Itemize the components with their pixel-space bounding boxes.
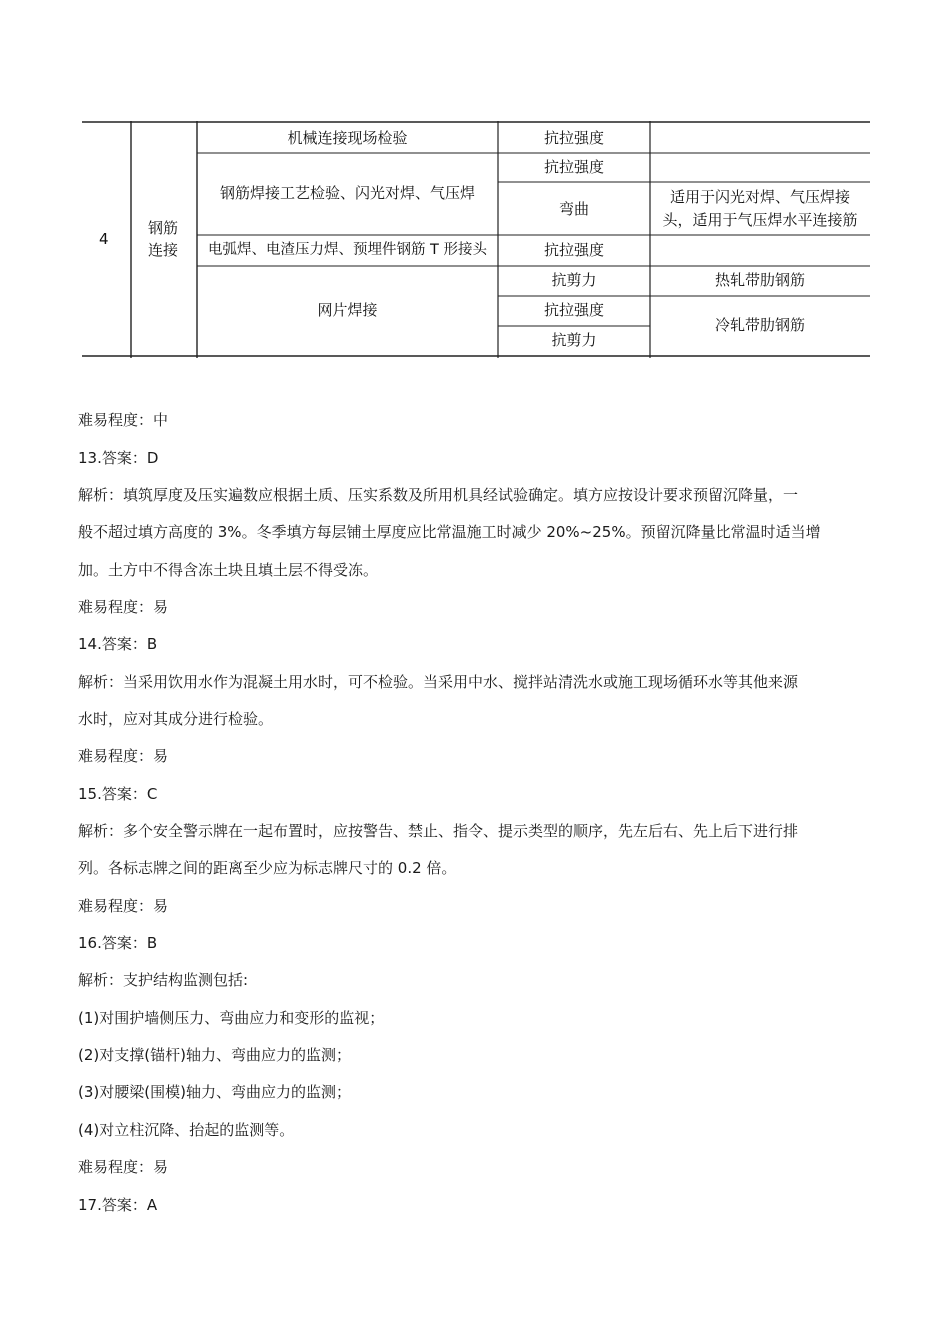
difficulty-13: 难易程度：易 (78, 598, 169, 616)
analysis-16-item-4: (4)对立柱沉降、抬起的监测等。 (78, 1121, 295, 1139)
difficulty-15: 难易程度：易 (78, 897, 169, 915)
analysis-13-line-1: 解析：填筑厚度及压实遍数应根据土质、压实系数及所用机具经试验确定。填方应按设计要求预留沉降量，一 (78, 486, 799, 504)
analysis-16-intro: 解析：支护结构监测包括: (78, 971, 249, 989)
item-arc-weld: 电弧焊、电渣压力焊、预埋件钢筋 T 形接头 (207, 242, 488, 258)
answer-15: 15.答案：C (78, 785, 158, 803)
test-7: 抗剪力 (551, 331, 597, 349)
test-3: 弯曲 (558, 200, 589, 218)
test-1: 抗拉强度 (543, 129, 604, 147)
analysis-13-line-3: 加。土方中不得含冻土块且填土层不得受冻。 (78, 561, 379, 579)
difficulty-14: 难易程度：易 (78, 747, 169, 765)
test-5: 抗剪力 (551, 271, 597, 289)
answer-16: 16.答案：B (78, 934, 158, 952)
analysis-15-line-1: 解析：多个安全警示牌在一起布置时，应按警告、禁止、指令、提示类型的顺序，先左后右、先上后下进行排 (78, 822, 799, 840)
analysis-16-item-2: (2)对支撑(锚杆)轴力、弯曲应力的监测； (78, 1046, 351, 1064)
note-cold-rolled: 冷轧带肋钢筋 (714, 316, 805, 334)
analysis-13-line-2: 般不超过填方高度的 3%。冬季填方每层铺土厚度应比常温施工时减少 20%~25%。预留沉降量比常温时适当增 (78, 523, 821, 541)
item-mesh-weld: 网片焊接 (317, 301, 378, 319)
item-mechanical: 机械连接现场检验 (287, 129, 408, 147)
answer-17: 17.答案：A (78, 1196, 158, 1214)
difficulty-12: 难易程度：中 (78, 411, 169, 429)
steel-connection-table (82, 121, 872, 358)
analysis-16-item-3: (3)对腰梁(围模)轴力、弯曲应力的监测； (78, 1083, 351, 1101)
test-6: 抗拉强度 (543, 301, 604, 319)
test-4: 抗拉强度 (543, 241, 604, 259)
note-bend-line-2: 头，适用于气压焊水平连接筋 (662, 211, 858, 229)
category-line-2: 连接 (148, 241, 179, 259)
analysis-14-line-2: 水时，应对其成分进行检验。 (78, 710, 274, 728)
analysis-15-line-2: 列。各标志牌之间的距离至少应为标志牌尺寸的 0.2 倍。 (78, 859, 457, 877)
category-line-1: 钢筋 (148, 219, 179, 237)
row-number: 4 (99, 230, 109, 248)
analysis-14-line-1: 解析：当采用饮用水作为混凝土用水时，可不检验。当采用中水、搅拌站清洗水或施工现场循环水等其他来源 (78, 673, 799, 691)
difficulty-16: 难易程度：易 (78, 1158, 169, 1176)
test-2: 抗拉强度 (543, 158, 604, 176)
answer-14: 14.答案：B (78, 635, 158, 653)
note-hot-rolled: 热轧带肋钢筋 (714, 271, 805, 289)
note-bend-line-1: 适用于闪光对焊、气压焊接 (669, 188, 850, 206)
answer-13: 13.答案：D (78, 449, 159, 467)
item-weld-process: 钢筋焊接工艺检验、闪光对焊、气压焊 (219, 184, 475, 202)
analysis-16-item-1: (1)对围护墙侧压力、弯曲应力和变形的监视； (78, 1009, 385, 1027)
